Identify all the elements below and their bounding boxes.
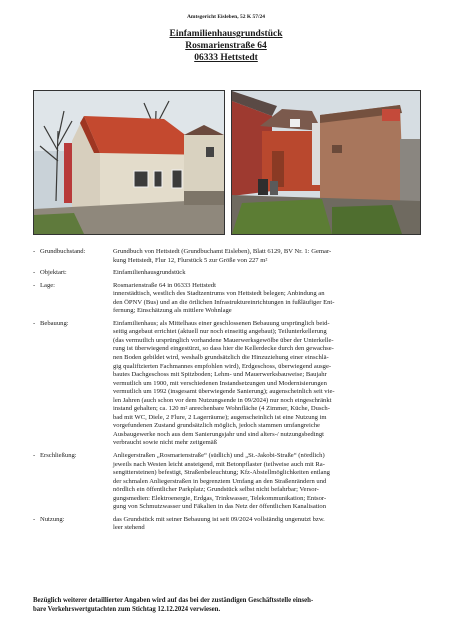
detail-line: der schmalen Anliegerstraßen in begrenztem Umfang an den Straßenrändern und [113,477,327,485]
address-street: Rosmarienstraße 64 [185,41,267,51]
detail-line: Rosmarienstraße 64 in 06333 Hettstedt [113,281,216,289]
house-front-photo [33,90,225,235]
detail-line: kung Hettstedt, Flur 12, Flurstück 5 zur Größe von 227 m² [113,256,268,264]
yard-photo [231,90,421,235]
detail-line: den ÖPNV (Bus) und an die örtlichen Infrastruktureinrichtungen in fußläufiger Ent- [113,298,335,306]
detail-line: len Jahren (auch schon vor dem Nutzungsende in 09/2024) nur noch eingeschränkt [113,396,332,404]
detail-row-erschliessung: - Erschließung: Anliegerstraßen „Rosmarienstraße“ (südlich) und „St.-Jakobi-Straße“ (nördlich) jeweils nach Westen leicht ansteigend, mit Betonpflaster (teilweise auch mit Ra- sengittersteinen) befestigt, Straßenbeleuchtung; Kfz-Abstellmöglichkeiten entlang der schmalen Anliegerstraßen in begrenztem Umfang an den Straßenrändern und nördlich ein öffentlicher Parkplatz; Grundstück selbst nicht befahrbar; Versor- gungsmedien: Elektroenergie, Erdgas, Trinkwasser, Telekommunikation; Entsor- gung von Schmutzwasser und Fäkalien in das Netz der öffentlichen Kanalisation [33,452,419,516]
detail-row-nutzung: - Nutzung: das Grundstück mit seiner Bebauung ist seit 09/2024 vollständig ungenutzt bzw. leer stehend [33,516,419,533]
detail-line: Grundbuch von Hettstedt (Grundbuchamt Eisleben), Blatt 6129, BV Nr. 1: Gemar- [113,248,332,255]
detail-label: Objektart: [40,269,67,277]
footer-line: bare Verkehrswertgutachten zum Stichtag 12.12.2024 verwiesen. [33,606,221,613]
detail-line: vorgefundenen Zustand grundsätzlich möglich, jedoch stammen umfangreiche [113,422,320,430]
detail-line: Anliegerstraßen „Rosmarienstraße“ (südlich) und „St.-Jakobi-Straße“ (nördlich) [113,452,325,460]
detail-row-bebauung: - Bebauung: Einfamilienhaus; als Mittelhaus einer geschlossenen Bebauung ursprünglich beid- seitig angebaut errichtet (aktuell nur noch einseitig angebaut); Teilunterkellerung (das vermutlich ursprünglich vorhandene Mauerwerksgewölbe über der Unterkelle- rung ist überwiegend eingestürzt, so dass hier die Kellerdecke durch den gewachse- nen Boden gebildet wird, weshalb grundsätzlich die Hinzuziehung einer einschlä- gig qualifizierten Fachmannes empfohlen wird), Erdgeschoss, überwiegend ausge- bautes Dachgeschoss mit Spitzboden; Lehm- und Mauerwerksbauweise; Baujahr vermutlich um 1900, mit verschiedenen Instandsetzungen und Modernisierungen vermutlich um 1992 (insgesamt überwiegende Sanierung); augenscheinlich seit vie- len Jahren (auch schon vor dem Nutzungsende in 09/2024) nur noch eingeschränkt instand gehalten; ca. 120 m² anrechenbare Wohnfläche (4 Zimmer, Küche, Dusch- bad mit WC, Diele, 2 Flure, 2 Lagerräume); augenscheinlich ist eine Nutzung im vorgefundenen Zustand grundsätzlich möglich, jedoch stammen umfangreiche Ausbaugewerke noch aus dem Sanierungsjahr und sind alters-/ nutzungsbedingt verbraucht sowie nicht mehr zeitgemäß [33,320,419,452]
address-city: 06333 Hettstedt [194,53,258,63]
detail-line: vermutlich um 1900, mit verschiedenen Instandsetzungen und Modernisierungen [113,379,327,387]
detail-line: rung ist überwiegend eingestürzt, so dass hier die Kellerdecke durch den gewachse- [113,345,334,353]
detail-line: jeweils nach Westen leicht ansteigend, mit Betonpflaster (teilweise auch mit Ra- [113,460,325,468]
detail-line: seitig angebaut errichtet (aktuell nur noch einseitig angebaut); Teilunterkellerung [113,328,327,336]
detail-line: nördlich ein öffentlicher Parkplatz; Grundstück selbst nicht befahrbar; Versor- [113,486,319,494]
detail-line: fernung; Einschätzung als mittlere Wohnlage [113,307,232,315]
detail-line: gung von Schmutzwasser und Fäkalien in das Netz der öffentlichen Kanalisation [113,503,327,511]
detail-line: instand gehalten; ca. 120 m² anrechenbare Wohnfläche (4 Zimmer, Küche, Dusch- [113,405,330,413]
detail-line: innerstädtisch, westlich des Stadtzentrums von Hettstedt belegen; Anbindung an [113,290,325,298]
property-details-table [33,248,419,533]
detail-line: Ausbaugewerke noch aus dem Sanierungsjahr und sind alters-/ nutzungsbedingt [113,430,324,438]
detail-line: Einfamilienhausgrundstück [113,269,186,277]
detail-line: das Grundstück mit seiner Bebauung ist seit 09/2024 vollständig ungenutzt bzw. [113,515,325,523]
court-reference: Amtsgericht Eisleben, 52 K 57/24 [186,14,266,20]
detail-line: bad mit WC, Diele, 2 Flure, 2 Lagerräume); augenscheinlich ist eine Nutzung im [113,413,327,421]
detail-line: vermutlich um 1992 (insgesamt überwiegende Sanierung); augenscheinlich seit vie- [113,388,335,396]
footer-note [33,596,423,614]
detail-label: Grundbuchstand: [40,248,86,255]
detail-line: leer stehend [113,524,145,532]
detail-label: Erschließung: [40,452,77,460]
detail-line: gungsmedien: Elektroenergie, Erdgas, Trinkwasser, Telekommunikation; Entsor- [113,494,327,502]
detail-line: (das vermutlich ursprünglich vorhandene Mauerwerksgewölbe über der Unterkelle- [113,336,334,344]
detail-label: Lage: [40,281,56,289]
detail-line: nen Boden gebildet wird, weshalb grundsätzlich die Hinzuziehung einer einschlä- [113,354,329,362]
detail-line: gig qualifizierten Fachmannes empfohlen wird), Erdgeschoss, überwiegend ausge- [113,362,332,370]
detail-label: Nutzung: [40,515,65,523]
detail-label: Bebauung: [40,319,69,327]
detail-line: verbraucht sowie nicht mehr zeitgemäß [113,439,217,447]
footer-line: Bezüglich weiterer detaillierter Angaben wird auf das bei der zuständigen Geschäftsstelle einseh- [33,597,314,604]
detail-line: Einfamilienhaus; als Mittelhaus einer geschlossenen Bebauung ursprünglich beid- [113,319,330,327]
detail-row-objektart: - Objektart: Einfamilienhausgrundstück [33,269,419,282]
detail-line: bautes Dachgeschoss mit Spitzboden; Lehm- und Mauerwerksbauweise; Baujahr [113,371,327,379]
detail-line: sengittersteinen) befestigt, Straßenbeleuchtung; Kfz-Abstellmöglichkeiten entlang [113,469,330,477]
detail-row-lage: - Lage: Rosmarienstraße 64 in 06333 Hettstedt innerstädtisch, westlich des Stadtzentrums von Hettstedt belegen; Anbindung an den ÖPNV (Bus) und an die örtlichen Infrastruktureinrichtungen in fußläufiger Ent- fernung; Einschätzung als mittlere Wohnlage [33,282,419,320]
detail-row-grundbuch: - Grundbuchstand: Grundbuch von Hettstedt (Grundbuchamt Eisleben), Blatt 6129, BV Nr. 1: Gemar- kung Hettstedt, Flur 12, Flurstück 5 zur Größe von 227 m² [33,248,419,269]
document-title: Einfamilienhausgrundstück [169,29,283,39]
